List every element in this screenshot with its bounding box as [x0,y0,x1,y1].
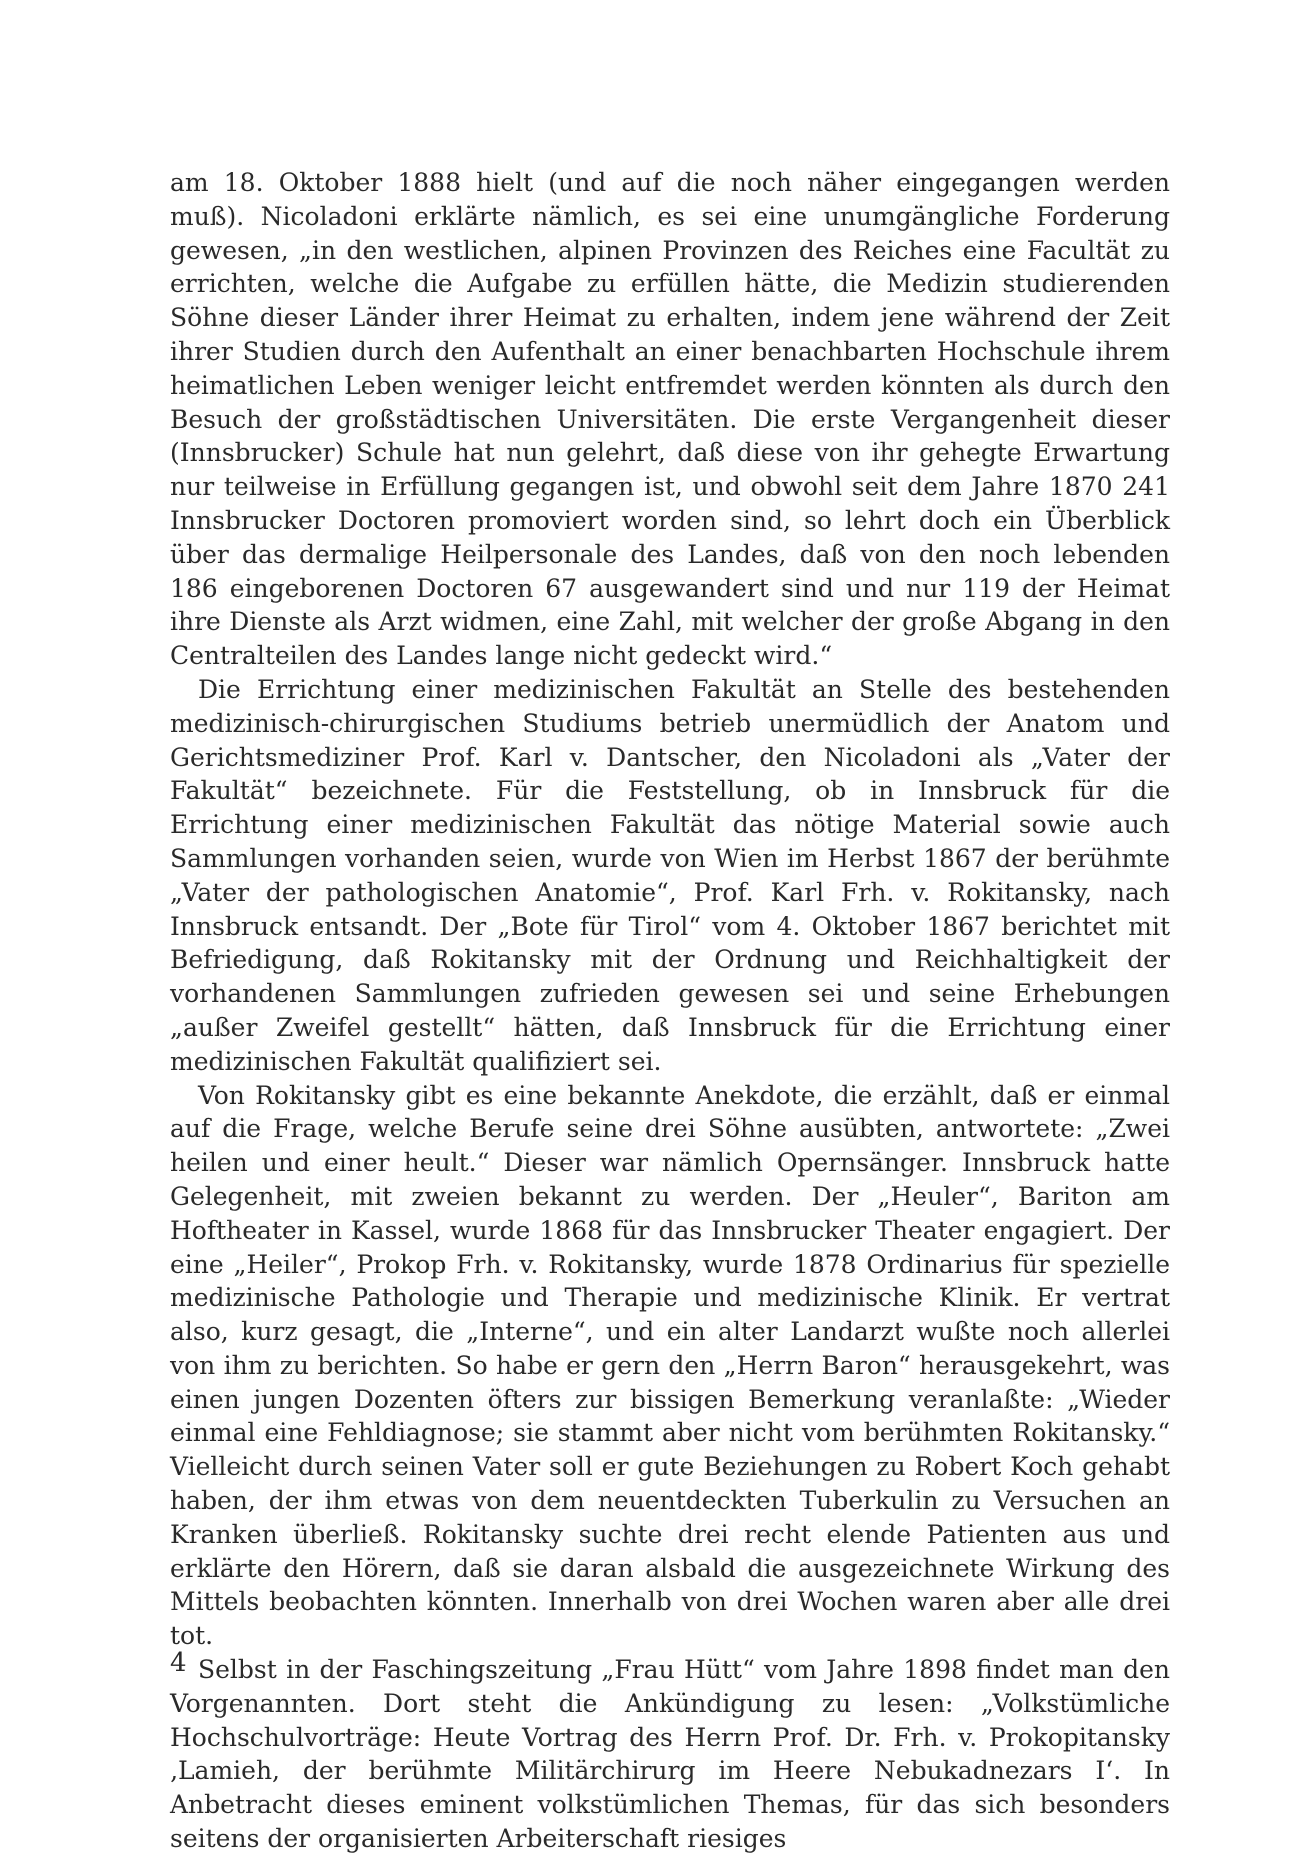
body-text [170,166,1170,1856]
paragraph-carnival-newspaper: Selbst in der Faschingszeitung „Frau Hütt“ vom Jahre 1898 findet man den Vorgenannten. Dort steht die Ankündigung zu lesen: „Volkstümliche Hochschulvorträge: Heute Vortrag des Herrn Prof. Dr. Frh. v. Prokopitansky ‚Lamieh, der berühmte Militärchirurg im Heere Nebukadnezars I‘. In Anbetracht dieses eminent volkstümlichen Themas, für das sich besonders seitens der organisierten Arbeiterschaft riesiges [170,1655,1170,1854]
paragraph-faculty-founding: Die Errichtung einer medizinischen Fakultät an Stelle des bestehenden medizinisch-chirurgischen Studiums betrieb unermüdlich der Anatom und Gerichtsmediziner Prof. Karl v. Dantscher, den Nicoladoni als „Vater der Fakultät“ bezeichnete. Für die Feststellung, ob in Innsbruck für die Errichtung einer medizinischen Fakultät das nötige Material sowie auch Sammlungen vorhanden seien, wurde von Wien im Herbst 1867 der berühmte „Vater der pathologischen Anatomie“, Prof. Karl Frh. v. Rokitansky, nach Innsbruck entsandt. Der „Bote für Tirol“ vom 4. Oktober 1867 berichtet mit Befriedigung, daß Rokitansky mit der Ordnung und Reichhaltigkeit der vorhandenen Sammlungen zufrieden gewesen sei und seine Erhebungen „außer Zweifel gestellt“ hätten, daß Innsbruck für die Errichtung einer medizinischen Fakultät qualifiziert sei. [170,674,1170,1076]
paragraph-rokitansky-anecdote: Von Rokitansky gibt es eine bekannte Anekdote, die erzählt, daß er einmal auf die Frage, welche Berufe seine drei Söhne ausübten, antwortete: „Zwei heilen und einer heult.“ Dieser war nämlich Opernsänger. Innsbruck hatte Gelegenheit, mit zweien bekannt zu werden. Der „Heuler“, Bariton am Hoftheater in Kassel, wurde 1868 für das Innsbrucker Theater engagiert. Der eine „Heiler“, Prokop Frh. v. Rokitansky, wurde 1878 Ordinarius für spezielle medizinische Pathologie und Therapie und medizinische Klinik. Er vertrat also, kurz gesagt, die „Interne“, und ein alter Landarzt wußte noch allerlei von ihm zu berichten. So habe er gern den „Herrn Baron“ herausgekehrt, was einen jungen Dozenten öfters zur bissigen Bemerkung veranlaßte: „Wieder einmal eine Fehldiagnose; sie stammt aber nicht vom berühmten Rokitansky.“ Vielleicht durch seinen Vater soll er gute Beziehungen zu Robert Koch gehabt haben, der ihm etwas von dem neuentdeckten Tuberkulin zu Versuchen an Kranken überließ. Rokitansky suchte drei recht elende Patienten aus und erklärte den Hörern, daß sie daran alsbald die ausgezeichnete Wirkung des Mittels beobachten könnten. Innerhalb von drei Wochen waren aber alle drei tot. [170,1080,1170,1651]
page-number: 4 [170,1648,187,1678]
paragraph-continuation: am 18. Oktober 1888 hielt (und auf die noch näher eingegangen werden muß). Nicoladoni erklärte nämlich, es sei eine unumgängliche Forderung gewesen, „in den westlichen, alpinen Provinzen des Reiches eine Facultät zu errichten, welche die Aufgabe zu erfüllen hätte, die Medizin studierenden Söhne dieser Länder ihrer Heimat zu erhalten, indem jene während der Zeit ihrer Studien durch den Aufenthalt an einer benachbarten Hochschule ihrem heimatlichen Leben weniger leicht entfremdet werden könnten als durch den Besuch der großstädtischen Universitäten. Die erste Vergangenheit dieser (Innsbrucker) Schule hat nun gelehrt, daß diese von ihr gehegte Erwartung nur teilweise in Erfüllung gegangen ist, und obwohl seit dem Jahre 1870 241 Innsbrucker Doctoren promoviert worden sind, so lehrt doch ein Überblick über das dermalige Heilpersonale des Landes, daß von den noch lebenden 186 eingeborenen Doctoren 67 ausgewandert sind und nur 119 der Heimat ihre Dienste als Arzt widmen, eine Zahl, mit welcher der große Abgang in den Centralteilen des Landes lange nicht gedeckt wird.“ [170,168,1170,671]
